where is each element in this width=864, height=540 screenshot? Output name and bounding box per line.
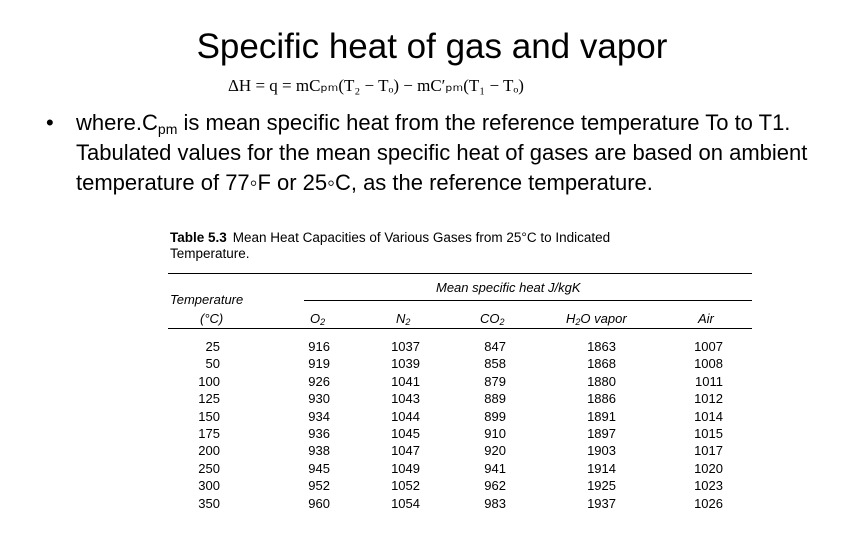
temperature-cell: 25 (205, 339, 220, 354)
temperature-cell: 300 (198, 478, 220, 494)
table-label: Table 5.3 (170, 230, 227, 245)
table-row (168, 390, 752, 407)
value-cell: 1054 (391, 495, 420, 511)
temperature-cell: 350 (198, 495, 220, 511)
value-cell: 899 (484, 408, 506, 424)
value-cell: 952 (308, 478, 330, 494)
value-cell: 938 (308, 443, 330, 459)
table-row (168, 373, 752, 390)
value-cell: 1049 (391, 460, 420, 476)
temperature-cell: 250 (198, 460, 220, 476)
value-cell: 920 (484, 443, 506, 459)
value-cell: 847 (484, 339, 506, 354)
value-cell: 1015 (694, 425, 723, 441)
value-cell: 1044 (391, 408, 420, 424)
value-cell: 1880 (587, 373, 616, 389)
row-header-unit: (°C) (200, 311, 224, 326)
value-cell: 934 (308, 408, 330, 424)
bullet-text-subscript: pm (157, 121, 178, 137)
table-caption (170, 230, 660, 262)
value-cell: 879 (484, 373, 506, 389)
bullet-text-start: where.C (76, 110, 158, 135)
table-body (168, 338, 752, 512)
value-cell: 910 (484, 425, 506, 441)
table-caption-text: Mean Heat Capacities of Various Gases from 25°C to Indicated Temperature. (170, 230, 611, 261)
value-cell: 1041 (391, 373, 420, 389)
value-cell: 1045 (391, 425, 420, 441)
temperature-cell: 200 (198, 443, 220, 459)
table-row (168, 355, 752, 372)
value-cell: 889 (484, 391, 506, 407)
value-cell: 1012 (694, 391, 723, 407)
value-cell: 1903 (587, 443, 616, 459)
slide-title: Specific heat of gas and vapor (196, 27, 668, 66)
bullet-text-rest: is mean specific heat from the reference temperature To to T1. Tabulated values for the mean specific heat of gases are based on ambient temperature of 77◦F or 25◦C, as the reference temperature. (76, 110, 808, 195)
value-cell: 945 (308, 460, 330, 476)
value-cell: 936 (308, 425, 330, 441)
temperature-cell: 100 (198, 373, 220, 389)
value-cell: 1020 (694, 460, 723, 476)
heat-equation: ΔH = q = mCₚₘ(T₂ − Tₒ) − mC′ₚₘ(T₁ − Tₒ) (228, 76, 524, 95)
table-row (168, 495, 752, 512)
table-row (168, 477, 752, 494)
column-header-o2: $O_2$ (310, 311, 326, 327)
value-cell: 1008 (694, 356, 723, 372)
value-cell: 1886 (587, 391, 616, 407)
temperature-cell: 125 (198, 391, 220, 407)
header-bottom-rule (168, 328, 752, 329)
value-cell: 919 (308, 356, 330, 372)
column-header-n2: $N_2$ (396, 311, 411, 327)
value-cell: 1914 (587, 460, 616, 476)
bullet-text (76, 108, 836, 198)
table-top-rule (168, 273, 752, 274)
temperature-cell: 150 (198, 408, 220, 424)
value-cell: 1868 (587, 356, 616, 372)
value-cell: 1007 (694, 339, 723, 354)
value-cell: 1052 (391, 478, 420, 494)
value-cell: 1863 (587, 339, 616, 354)
value-cell: 1937 (587, 495, 616, 511)
table-row (168, 442, 752, 459)
value-cell: 1047 (391, 443, 420, 459)
value-cell: 858 (484, 356, 506, 372)
table-row (168, 460, 752, 477)
value-cell: 983 (484, 495, 506, 511)
value-cell: 1014 (694, 408, 723, 424)
value-cell: 1043 (391, 391, 420, 407)
column-header-co2: $CO_2$ (480, 311, 505, 327)
value-cell: 1925 (587, 478, 616, 494)
column-header-air: Air (698, 311, 714, 326)
group-header: Mean specific heat J/kgK (436, 280, 581, 295)
column-header-h2o-vapor: $H_2O$ vapor (566, 311, 627, 327)
value-cell: 1023 (694, 478, 723, 494)
value-cell: 1891 (587, 408, 616, 424)
value-cell: 1011 (695, 373, 723, 389)
value-cell: 1897 (587, 425, 616, 441)
value-cell: 1039 (391, 356, 420, 372)
value-cell: 1017 (694, 443, 723, 459)
table-row (168, 425, 752, 442)
temperature-cell: 50 (205, 356, 220, 372)
temperature-cell: 175 (198, 425, 220, 441)
bullet-icon: • (46, 110, 54, 135)
table-row (168, 338, 752, 355)
value-cell: 1026 (694, 495, 723, 511)
value-cell: 1037 (391, 339, 420, 354)
value-cell: 916 (308, 339, 330, 354)
table-row (168, 408, 752, 425)
value-cell: 960 (308, 495, 330, 511)
value-cell: 941 (484, 460, 506, 476)
value-cell: 962 (484, 478, 506, 494)
row-header-label: Temperature (170, 292, 244, 307)
value-cell: 930 (308, 391, 330, 407)
group-header-rule (304, 300, 752, 301)
value-cell: 926 (308, 373, 330, 389)
